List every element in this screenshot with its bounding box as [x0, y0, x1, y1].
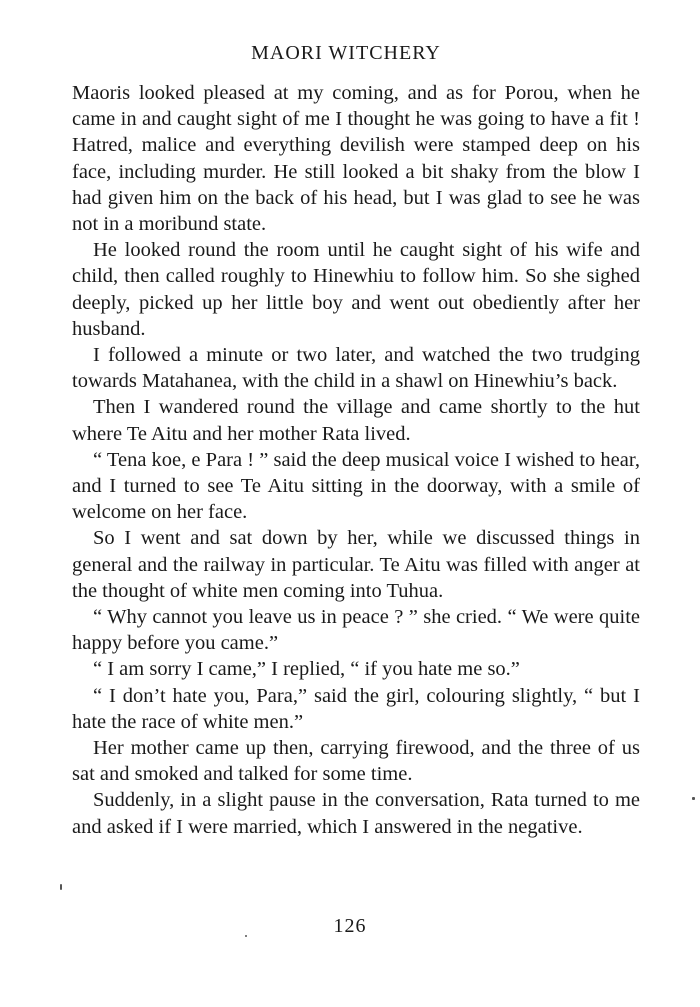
- paragraph: Her mother came up then, carrying firewood, and the three of us sat and smoked and talked for some time.: [72, 737, 640, 786]
- margin-speck: [60, 884, 62, 890]
- page-number: 126: [333, 915, 367, 937]
- margin-speck: [692, 797, 695, 800]
- paragraph: He looked round the room until he caught sight of his wife and child, then called roughly to Hinewhiu to follow him. So she sighed deeply, picked up her little boy and went out obediently after her husband.: [72, 239, 640, 340]
- margin-speck: [245, 935, 247, 937]
- paragraph: Then I wandered round the village and came shortly to the hut where Te Aitu and her mother Rata lived.: [72, 396, 640, 445]
- paragraph: Suddenly, in a slight pause in the conversation, Rata turned to me and asked if I were married, which I answered in the negative.: [72, 789, 640, 838]
- paragraph: “ I don’t hate you, Para,” said the girl, colouring slightly, “ but I hate the race of white men.”: [72, 684, 640, 733]
- paragraph: “ I am sorry I came,” I replied, “ if you hate me so.”: [93, 658, 520, 681]
- paragraph: I followed a minute or two later, and watched the two trudging towards Matahanea, with the child in a shawl on Hinewhiu’s back.: [72, 344, 640, 393]
- running-title: MAORI WITCHERY: [251, 42, 441, 64]
- body-text: [72, 80, 640, 840]
- paragraph: “ Why cannot you leave us in peace ? ” she cried. “ We were quite happy before you came.”: [72, 606, 640, 655]
- paragraph: Maoris looked pleased at my coming, and as for Porou, when he came in and caught sight of me I thought he was going to have a fit ! Hatred, malice and everything devilish were stamped deep on his face, including murder. He still looked a bit shaky from the blow I had given him on the back of his head, but I was glad to see he was not in a moribund state.: [72, 82, 640, 236]
- paragraph: So I went and sat down by her, while we discussed things in general and the railway in particular. Te Aitu was filled with anger at the thought of white men coming into Tuhua.: [72, 527, 640, 602]
- paragraph: “ Tena koe, e Para ! ” said the deep musical voice I wished to hear, and I turned to see Te Aitu sitting in the doorway, with a smile of welcome on her face.: [72, 448, 640, 524]
